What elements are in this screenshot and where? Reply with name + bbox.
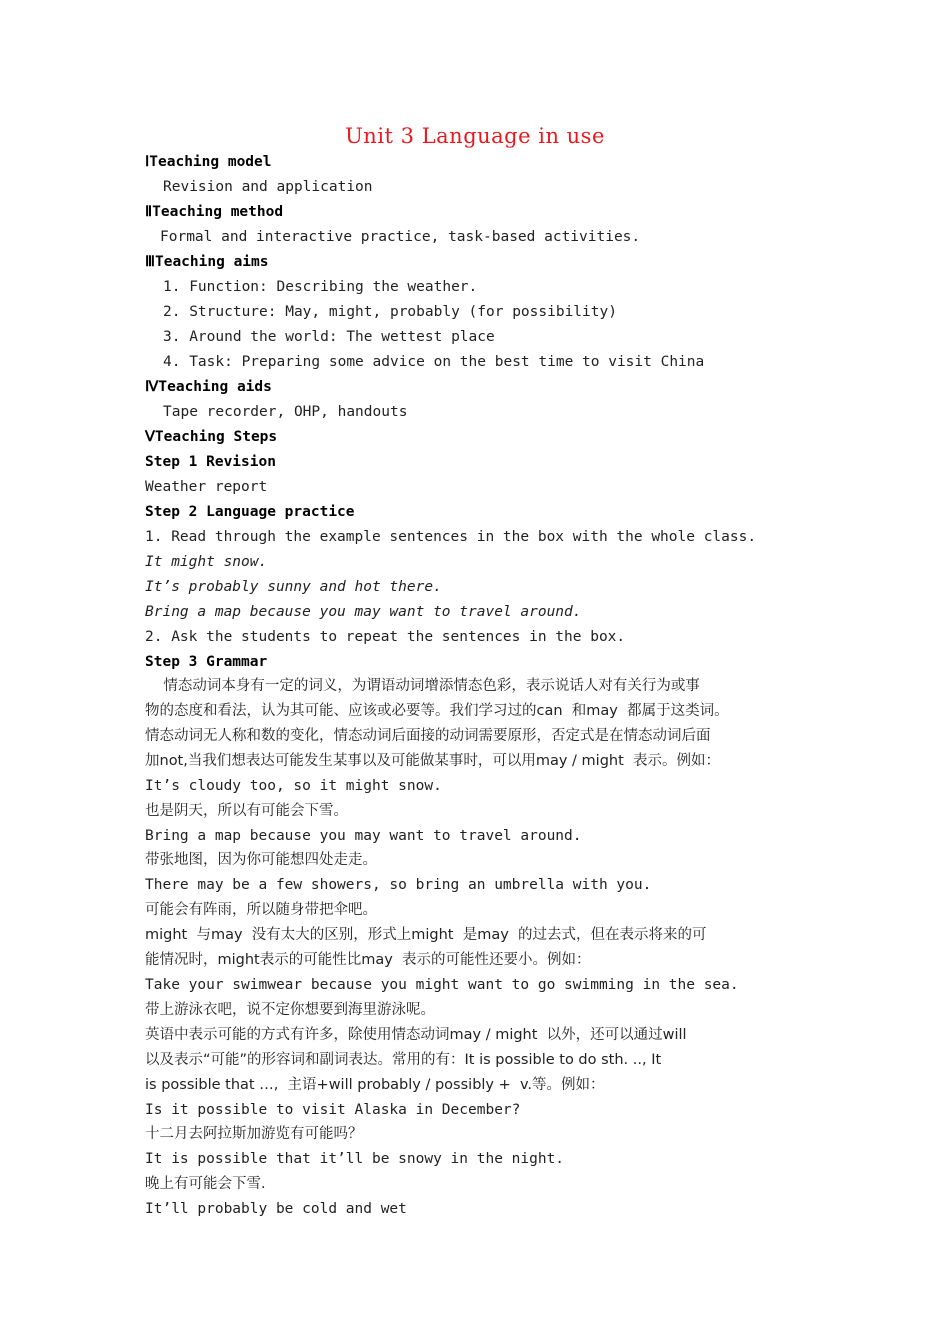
aim-item: 1. Function: Describing the weather. — [163, 279, 478, 295]
aim-item: 2. Structure: May, might, probably (for possibility) — [163, 304, 617, 320]
grammar-line: 可能会有阵雨，所以随身带把伞吧。 — [145, 902, 377, 918]
heading-teaching-steps: ⅤTeaching Steps — [145, 429, 278, 445]
teaching-method-text: Formal and interactive practice, task-based activities. — [160, 229, 641, 245]
heading-teaching-aids: ⅣTeaching aids — [145, 379, 272, 395]
teaching-aids-text: Tape recorder, OHP, handouts — [163, 404, 408, 420]
grammar-line: 带上游泳衣吧，说不定你想要到海里游泳呢。 — [145, 1002, 435, 1018]
step2-item1: 1. Read through the example sentences in the box with the whole class. — [145, 529, 757, 545]
heading-teaching-model: ⅠTeaching model — [145, 154, 272, 170]
grammar-line: 英语中表示可能的方式有许多，除使用情态动词may / might 以外，还可以通过will — [145, 1027, 687, 1043]
grammar-line: Is it possible to visit Alaska in December? — [145, 1102, 521, 1118]
grammar-line: There may be a few showers, so bring an umbrella with you. — [145, 877, 652, 893]
grammar-line: Take your swimwear because you might want to go swimming in the sea. — [145, 977, 739, 993]
grammar-line: 以及表示“可能”的形容词和副词表达。常用的有：It is possible to do sth. .., It — [145, 1052, 662, 1068]
aim-item: 4. Task: Preparing some advice on the best time to visit China — [163, 354, 705, 370]
grammar-line: 也是阴天，所以有可能会下雪。 — [145, 803, 348, 819]
heading-teaching-method: ⅡTeaching method — [145, 204, 284, 220]
grammar-line: It is possible that it’ll be snowy in the night. — [145, 1151, 565, 1167]
step1-text: Weather report — [145, 479, 268, 495]
grammar-line: 带张地图，因为你可能想四处走走。 — [145, 852, 377, 868]
step2-heading: Step 2 Language practice — [145, 504, 355, 520]
grammar-line: might 与may 没有太大的区别，形式上might 是may 的过去式，但在表示将来的可 — [145, 927, 707, 943]
grammar-line: is possible that …, 主语+will probably / possibly + v.等。例如： — [145, 1077, 605, 1093]
grammar-line: 情态动词无人称和数的变化，情态动词后面接的动词需要原形，否定式是在情态动词后面 — [145, 728, 711, 744]
example-sentence: It might snow. — [145, 554, 268, 570]
heading-teaching-aims: ⅢTeaching aims — [145, 254, 269, 270]
step3-heading: Step 3 Grammar — [145, 654, 268, 670]
teaching-model-text: Revision and application — [163, 179, 373, 195]
example-sentence: Bring a map because you may want to travel around. — [145, 604, 582, 620]
grammar-line: 加not,当我们想表达可能发生某事以及可能做某事时，可以用may / might 表示。例如： — [145, 753, 720, 769]
grammar-line: 能情况时，might表示的可能性比may 表示的可能性还要小。例如： — [145, 952, 591, 968]
grammar-line: 晚上有可能会下雪. — [145, 1176, 266, 1192]
grammar-line: It’s cloudy too, so it might snow. — [145, 778, 442, 794]
example-sentence: It’s probably sunny and hot there. — [145, 579, 442, 595]
grammar-line: Bring a map because you may want to travel around. — [145, 828, 582, 844]
grammar-line: 物的态度和看法，认为其可能、应该或必要等。我们学习过的can 和may 都属于这类词。 — [145, 703, 729, 719]
grammar-line: 情态动词本身有一定的词义，为谓语动词增添情态色彩，表示说话人对有关行为或事 — [145, 678, 700, 694]
grammar-line: 十二月去阿拉斯加游览有可能吗？ — [145, 1126, 363, 1142]
grammar-line: It’ll probably be cold and wet — [145, 1201, 407, 1217]
step2-item2: 2. Ask the students to repeat the sentences in the box. — [145, 629, 626, 645]
aim-item: 3. Around the world: The wettest place — [163, 329, 495, 345]
document-title: Unit 3 Language in use — [345, 124, 605, 148]
step1-heading: Step 1 Revision — [145, 454, 276, 470]
